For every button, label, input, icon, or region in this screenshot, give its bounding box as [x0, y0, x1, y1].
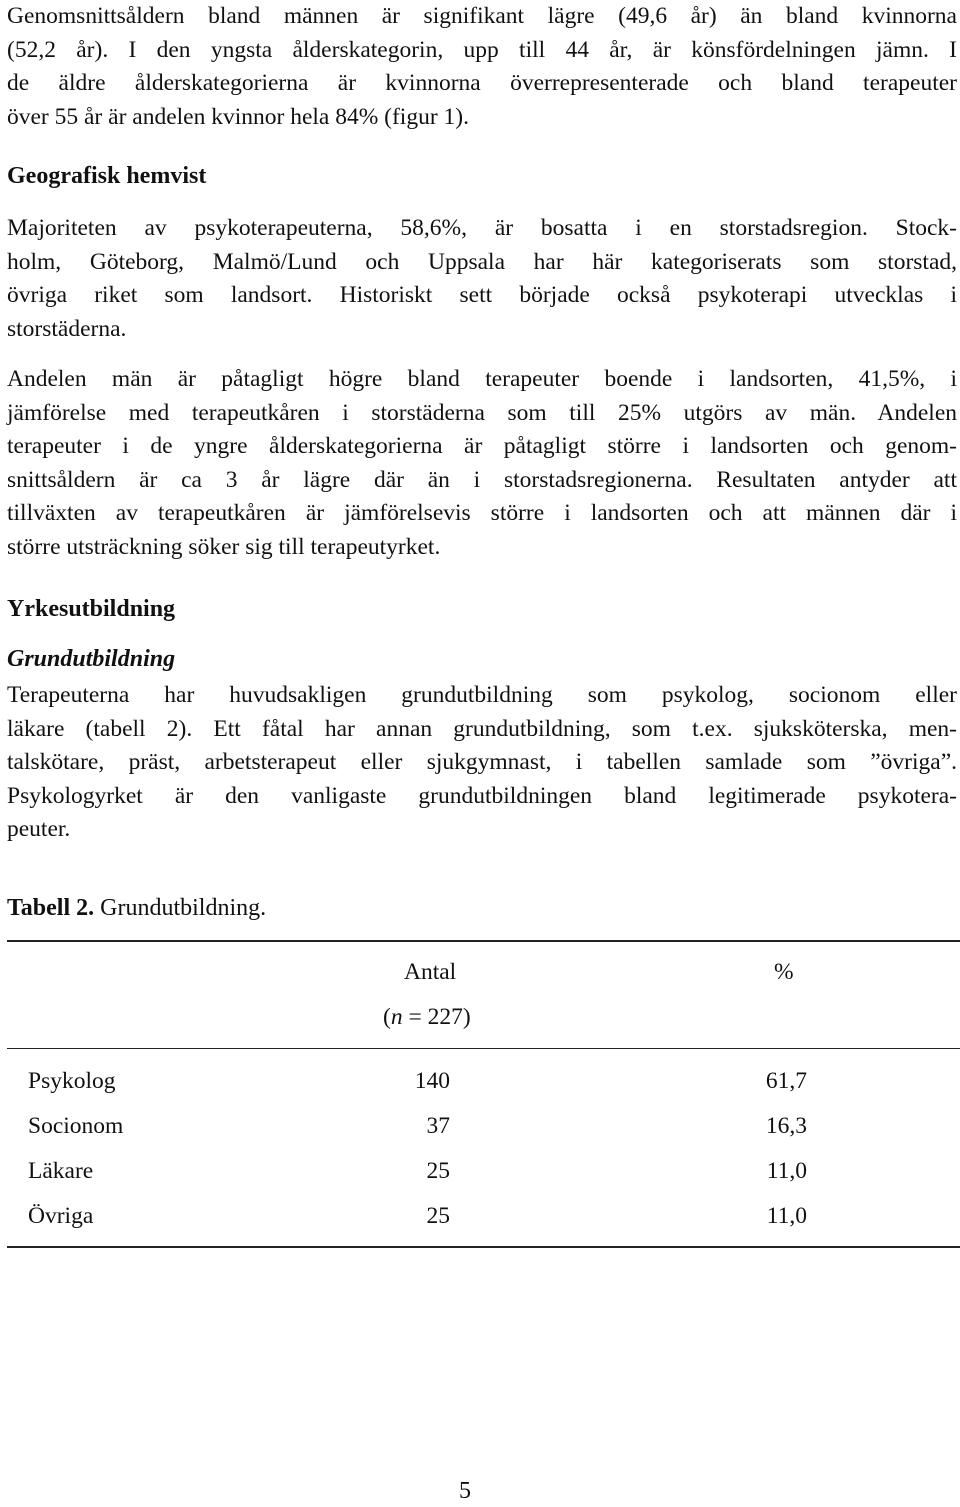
text-line: tillväxten av terapeutkåren är jämförelsevis större i landsorten och att männen där i [7, 500, 957, 526]
table-cell-label: Socionom [28, 1113, 124, 1139]
table-caption-text: Grundutbildning. [100, 895, 267, 921]
table-cell-percent: 11,0 [766, 1158, 807, 1184]
text-line: de äldre ålderskategorierna är kvinnorna överrepresenterade och bland terapeuter [7, 70, 957, 96]
paragraph-geography [7, 212, 957, 346]
paragraph-gender-region [7, 363, 957, 564]
text-line: Terapeuterna har huvudsakligen grundutbildning som psykolog, socionom eller [7, 682, 957, 708]
heading-grundutbildning: Grundutbildning [7, 646, 176, 672]
table-caption-label: Tabell 2. [7, 895, 95, 921]
table-header-n: (n = 227) [383, 1004, 471, 1030]
text-line: Majoriteten av psykoterapeuterna, 58,6%, är bosatta i en storstadsregion. Stock- [7, 215, 957, 241]
table-cell-count: 25 [426, 1203, 450, 1229]
text-line: talskötare, präst, arbetsterapeut eller sjukgymnast, i tabellen samlade som ”övriga”. [7, 749, 957, 775]
table-cell-label: Övriga [28, 1203, 94, 1229]
heading-geografisk-hemvist: Geografisk hemvist [7, 163, 207, 189]
text-line: större utsträckning söker sig till terapeutyrket. [7, 533, 441, 560]
table-header-percent: % [774, 959, 794, 985]
text-line: läkare (tabell 2). Ett fåtal har annan grundutbildning, som t.ex. sjuksköterska, men- [7, 715, 957, 742]
paragraph-education [7, 679, 957, 847]
table-cell-percent: 16,3 [765, 1113, 807, 1139]
text-line: Andelen män är påtagligt högre bland terapeuter boende i landsorten, 41,5%, i [7, 366, 957, 392]
table-header-count: Antal [404, 959, 457, 985]
table-cell-percent: 11,0 [766, 1203, 807, 1229]
text-line: storstäderna. [7, 315, 127, 342]
text-line: Genomsnittsåldern bland männen är signifikant lägre (49,6 år) än bland kvinnorna [7, 3, 957, 29]
text-line: jämförelse med terapeutkåren i storstäderna som till 25% utgörs av män. Andelen [7, 399, 957, 426]
text-line: peuter. [7, 816, 71, 842]
text-line: terapeuter i de yngre ålderskategorierna är påtagligt större i landsorten och genom- [7, 433, 957, 459]
table-cell-count: 37 [426, 1113, 450, 1139]
table-cell-count: 25 [426, 1158, 450, 1184]
paragraph-age-gender [7, 0, 957, 134]
table-top-rule [7, 940, 960, 942]
text-line: snittsåldern är ca 3 år lägre där än i storstadsregionerna. Resultaten antyder att [7, 466, 957, 493]
text-line: övriga riket som landsort. Historiskt sett började också psykoterapi utvecklas i [7, 282, 957, 308]
table-bottom-rule [7, 1246, 960, 1248]
table-cell-count: 140 [414, 1068, 450, 1094]
text-line: holm, Göteborg, Malmö/Lund och Uppsala har här kategoriserats som storstad, [7, 248, 957, 275]
table-header-rule [7, 1048, 960, 1049]
table-caption [7, 895, 266, 922]
text-line: Psykologyrket är den vanligaste grundutbildningen bland legitimerade psykotera- [7, 782, 957, 809]
text-line: över 55 år är andelen kvinnor hela 84% (figur 1). [7, 103, 469, 130]
table-cell-percent: 61,7 [765, 1068, 807, 1094]
page-number: 5 [459, 1478, 471, 1504]
table-cell-label: Läkare [28, 1158, 94, 1184]
table-cell-label: Psykolog [28, 1068, 116, 1094]
heading-yrkesutbildning: Yrkesutbildning [7, 596, 176, 622]
text-line: (52,2 år). I den yngsta ålderskategorin, upp till 44 år, är könsfördelningen jämn. I [7, 36, 957, 63]
